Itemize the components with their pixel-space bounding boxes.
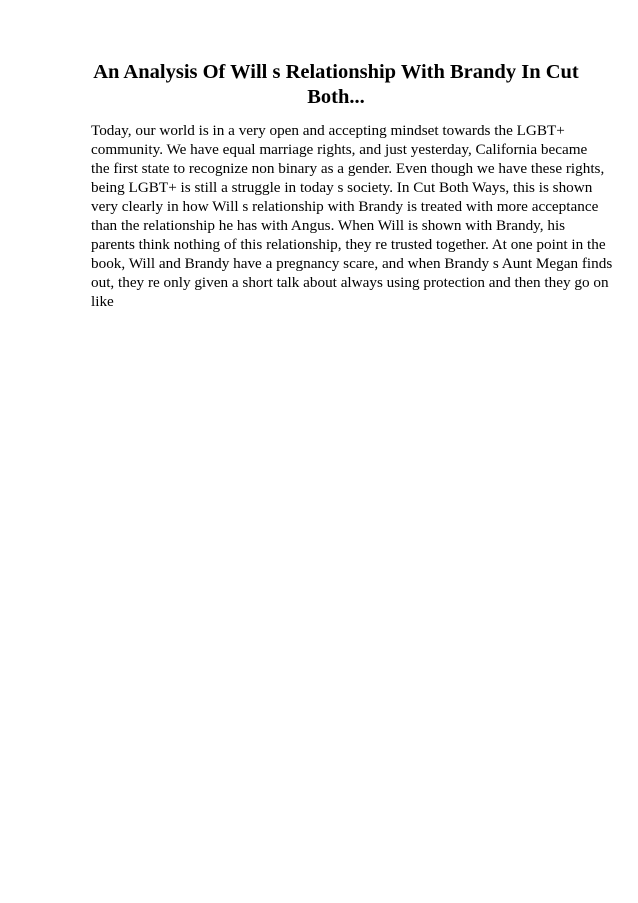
body-line: community. We have equal marriage rights, and just yesterday, California became	[91, 141, 588, 158]
body-line: out, they re only given a short talk about always using protection and then they go on	[91, 274, 609, 291]
body-line: than the relationship he has with Angus. When Will is shown with Brandy, his	[91, 217, 566, 234]
document-body	[91, 121, 613, 311]
body-line: Today, our world is in a very open and accepting mindset towards the LGBT+	[91, 122, 565, 139]
body-line: very clearly in how Will s relationship with Brandy is treated with more acceptance	[91, 198, 599, 215]
document-title: An Analysis Of Will s Relationship With Brandy In Cut Both...	[93, 61, 579, 108]
body-line: being LGBT+ is still a struggle in today s society. In Cut Both Ways, this is shown	[91, 179, 593, 196]
body-line: book, Will and Brandy have a pregnancy scare, and when Brandy s Aunt Megan finds	[91, 255, 613, 272]
body-line: parents think nothing of this relationship, they re trusted together. At one point in the	[91, 236, 606, 253]
body-line: the first state to recognize non binary as a gender. Even though we have these rights,	[91, 160, 605, 177]
body-line: like	[91, 293, 114, 310]
